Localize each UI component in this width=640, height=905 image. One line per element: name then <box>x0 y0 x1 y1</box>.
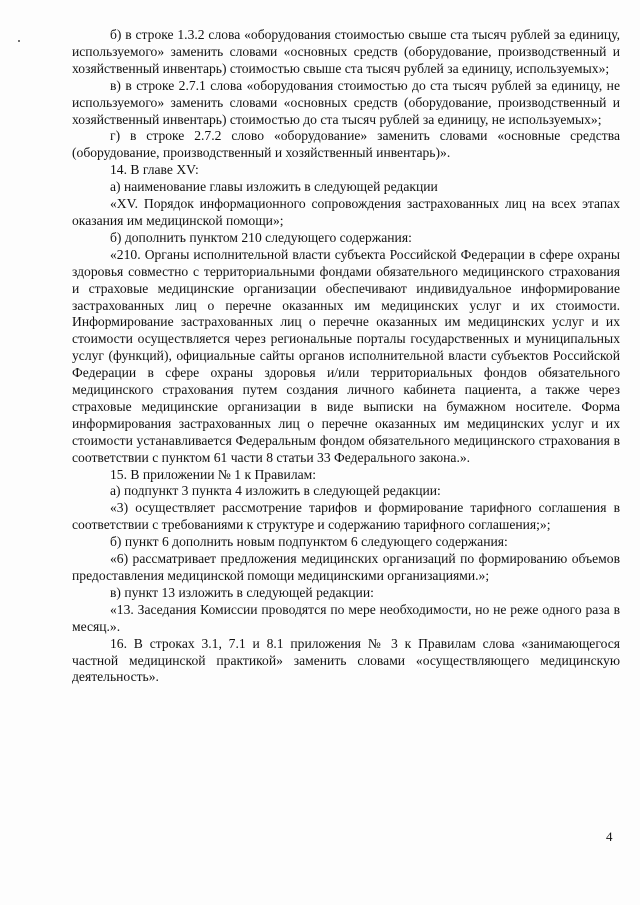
paragraph-15-a: а) подпункт 3 пункта 4 изложить в следующей редакции: <box>110 483 441 499</box>
paragraph-15-v: в) пункт 13 изложить в следующей редакции: <box>110 584 374 600</box>
paragraph-chapter-xv-title: «XV. Порядок информационного сопровождения застрахованных лиц на всех этапах оказания им медицинской помощи»; <box>72 196 620 228</box>
paragraph-15-b: б) пункт 6 дополнить новым подпунктом 6 следующего содержания: <box>110 534 508 550</box>
paragraph-14-b: б) дополнить пунктом 210 следующего содержания: <box>110 229 412 245</box>
paragraph-subpoint-6: «6) рассматривает предложения медицинских организаций по формированию объемов предоставления медицинской помощи медицинскими организациями.»; <box>72 551 620 583</box>
paragraph-subpoint-3: «3) осуществляет рассмотрение тарифов и формирование тарифного соглашения в соответствии с требованиями к структуре и содержанию тарифного соглашения;»; <box>72 500 620 533</box>
page-number: 4 <box>606 829 613 844</box>
document-body <box>72 27 620 686</box>
scan-speck <box>18 40 20 42</box>
paragraph-point-13: «13. Заседания Комиссии проводятся по мере необходимости, но не реже одного раза в месяц.». <box>72 601 620 634</box>
paragraph-2-7-1: в) в строке 2.7.1 слова «оборудования стоимостью до ста тысяч рублей за единицу, не используемого» заменить словами «основных средств (оборудование, производственный и хозяйственный инвентарь) стоимостью до ста тысяч рублей за единицу, не используемых»; <box>72 77 620 127</box>
paragraph-item-14: 14. В главе XV: <box>110 162 199 178</box>
paragraph-item-15: 15. В приложении № 1 к Правилам: <box>110 466 317 482</box>
paragraph-point-210: «210. Органы исполнительной власти субъекта Российской Федерации в сфере охраны здоровья совместно с территориальными фондами обязательного медицинского страхования и страховые медицинские организации обеспечивают индивидуальное информирование застрахованных лиц о перечне оказанных им медицинских услуг и их стоимости. Информирование застрахованных лиц о перечне оказанных им медицинских услуг и их стоимости осуществляется через региональные порталы государственных и муниципальных услуг (функций), официальные сайты органов исполнительной власти субъектов Российской Федерации в сфере охраны здоровья и/или территориальных фондов обязательного медицинского страхования путем создания личного кабинета пациента, а также через страховые медицинские организации в виде выписки на бумажном носителе. Форма информирования застрахованных лиц о перечне оказанных им медицинских услуг и их стоимости устанавливается Федеральным фондом обязательного медицинского страхования в соответствии с пунктом 61 части 8 статьи 33 Федерального закона.». <box>72 246 620 465</box>
paragraph-item-16: 16. В строках 3.1, 7.1 и 8.1 приложения № 3 к Правилам слова «занимающегося частной медицинской практикой» заменить словами «осуществляющего медицинскую деятельность». <box>72 635 620 685</box>
paragraph-1-3-2: б) в строке 1.3.2 слова «оборудования стоимостью свыше ста тысяч рублей за единицу, используемого» заменить словами «основных средств (оборудование, производственный и хозяйственный инвентарь) стоимостью свыше ста тысяч рублей за единицу, используемых»; <box>72 27 620 76</box>
paragraph-14-a: а) наименование главы изложить в следующей редакции <box>110 179 438 195</box>
paragraph-2-7-2: г) в строке 2.7.2 слово «оборудование» заменить словами «основные средства (оборудование, производственный и хозяйственный инвентарь)». <box>72 128 620 161</box>
